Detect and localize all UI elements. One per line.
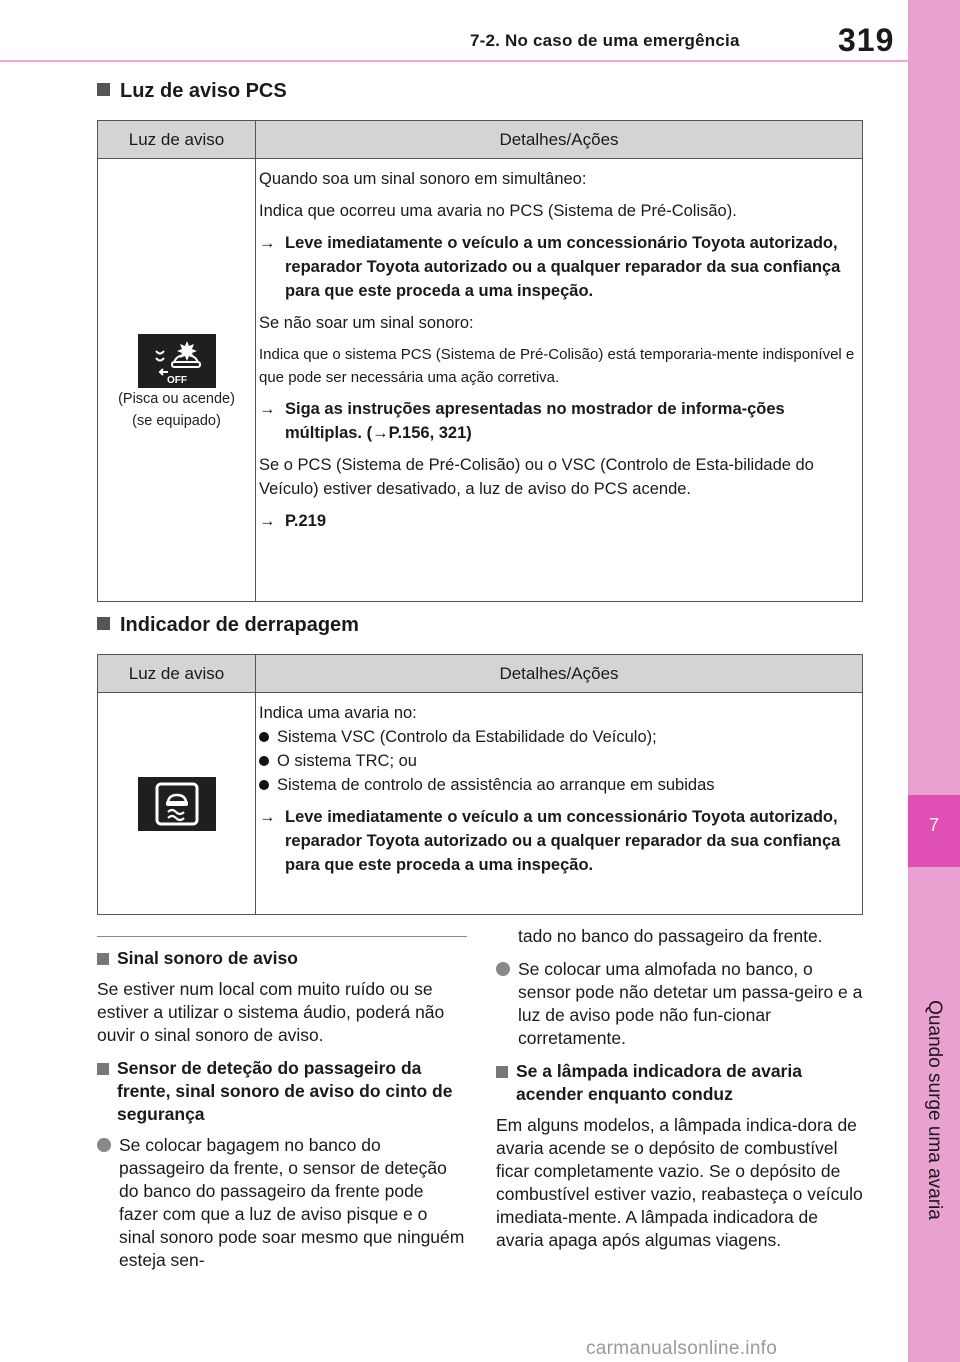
section-heading-text: Luz de aviso PCS (120, 80, 287, 102)
header-rule (0, 60, 908, 62)
section-heading-slip (97, 614, 359, 637)
square-bullet-icon (496, 1066, 508, 1078)
page-number: 319 (838, 22, 895, 58)
note-heading (97, 947, 467, 970)
note-bullet (97, 1134, 467, 1272)
details-text: Se não soar um sinal sonoro: (259, 314, 474, 332)
notes-left-column (97, 936, 467, 1282)
notes-right-column (496, 925, 866, 1262)
table-row (98, 693, 862, 914)
list-item-text: Sistema VSC (Controlo da Estabilidade do Veículo); (277, 728, 657, 746)
note-paragraph: Em alguns modelos, a lâmpada indica-dora de avaria acende se o depósito de combustível ficar completamente vazio. Se o depósito de combustível estiver vazio, reabasteça o veículo imediata-mente. A lâmpada indicadora de avaria apaga após algumas viagens. (496, 1115, 863, 1250)
square-bullet-icon (97, 1063, 109, 1075)
bullet-dot-icon (259, 773, 277, 797)
details-text: Indica que ocorreu uma avaria no PCS (Sistema de Pré-Colisão). (259, 202, 737, 220)
details-text: Quando soa um sinal sonoro em simultâneo: (259, 170, 587, 188)
square-bullet-icon (97, 953, 109, 965)
arrow-icon: → (259, 400, 276, 418)
list-item (259, 749, 858, 773)
column-header-details: Detalhes/Ações (499, 129, 619, 149)
bullet-dot-icon (97, 1134, 119, 1272)
details-text: Indica que o sistema PCS (Sistema de Pré-Colisão) está temporaria-mente indisponível e que pode ser necessária uma ação corretiva. (259, 346, 855, 386)
section-heading-pcs (97, 80, 287, 103)
icon-caption-equipped: (se equipado) (132, 413, 221, 429)
note-heading-text: Sinal sonoro de aviso (117, 948, 298, 968)
action-item (259, 805, 858, 877)
note-heading (97, 1057, 467, 1126)
arrow-icon: → (259, 808, 276, 826)
note-heading-text: Sensor de deteção do passageiro da frente, sinal sonoro de aviso do cinto de segurança (117, 1058, 453, 1124)
details-cell (256, 693, 862, 914)
section-heading-text: Indicador de derrapagem (120, 614, 359, 636)
action-text: Leve imediatamente o veículo a um concessionário Toyota autorizado, reparador Toyota autorizado ou a qualquer reparador da sua confiança para que este proceda a uma inspeção. (285, 808, 841, 874)
table-header-row (98, 655, 862, 693)
column-header-details: Detalhes/Ações (499, 663, 619, 683)
icon-caption-blink: (Pisca ou acende) (118, 391, 235, 407)
details-text: Se o PCS (Sistema de Pré-Colisão) ou o VSC (Controlo de Esta-bilidade do Veículo) estiver desativado, a luz de aviso do PCS acende. (259, 456, 814, 498)
list-item-text: O sistema TRC; ou (277, 752, 417, 770)
bullet-dot-icon (259, 725, 277, 749)
pcs-off-icon (138, 334, 216, 388)
note-continuation: tado no banco do passageiro da frente. (518, 926, 823, 946)
chapter-side-tab (908, 0, 960, 1362)
note-heading-text: Se a lâmpada indicadora de avaria acender enquanto conduz (516, 1061, 802, 1104)
details-text: Indica uma avaria no: (259, 704, 417, 722)
section-title: 7-2. No caso de uma emergência (470, 31, 740, 50)
pcs-warning-table (97, 120, 863, 602)
action-text: Leve imediatamente o veículo a um concessionário Toyota autorizado, reparador Toyota autorizado ou a qualquer reparador da sua confiança para que este proceda a uma inspeção. (285, 234, 841, 300)
bullet-dot-icon (259, 749, 277, 773)
slip-indicator-table (97, 654, 863, 915)
table-row (98, 159, 862, 601)
note-heading (496, 1060, 866, 1106)
arrow-icon: → (259, 234, 276, 252)
page-reference-text[interactable]: P.219 (285, 512, 326, 530)
svg-text:OFF: OFF (166, 375, 187, 385)
square-bullet-icon (97, 617, 110, 630)
slip-indicator-icon (138, 777, 216, 831)
note-paragraph: Se estiver num local com muito ruído ou se estiver a utilizar o sistema áudio, poderá não ouvir o sinal sonoro de aviso. (97, 979, 445, 1045)
chapter-label: Quando surge uma avaria (924, 1000, 945, 1220)
page-header (0, 0, 908, 62)
list-item (259, 773, 858, 797)
list-item (259, 725, 858, 749)
column-header-warning-light: Luz de aviso (98, 655, 256, 692)
column-header-warning-light: Luz de aviso (98, 121, 256, 158)
watermark: carmanualsonline.info (586, 1338, 778, 1359)
warning-light-cell (98, 159, 256, 601)
note-bullet-text: Se colocar bagagem no banco do passageiro da frente, o sensor de deteção do banco do passageiro da frente pode fazer com que a luz de aviso pisque e o sinal sonoro pode soar mesmo que ninguém esteja sen- (119, 1135, 465, 1270)
chapter-number: 7 (928, 815, 939, 835)
table-header-row (98, 121, 862, 159)
action-item (259, 231, 858, 303)
page-reference[interactable] (259, 509, 858, 533)
arrow-icon: → (259, 512, 276, 530)
bullet-dot-icon (496, 958, 518, 1050)
square-bullet-icon (97, 83, 110, 96)
details-cell (256, 159, 862, 601)
note-bullet (496, 958, 866, 1050)
action-item (259, 397, 858, 445)
note-bullet-text: Se colocar uma almofada no banco, o sensor pode não detetar um passa-geiro e a luz de aviso pode não fun-cionar corretamente. (518, 959, 863, 1048)
action-text: Siga as instruções apresentadas no mostrador de informa-ções múltiplas. (→P.156, 321) (285, 400, 785, 442)
list-item-text: Sistema de controlo de assistência ao arranque em subidas (277, 776, 715, 794)
warning-light-cell (98, 693, 256, 914)
